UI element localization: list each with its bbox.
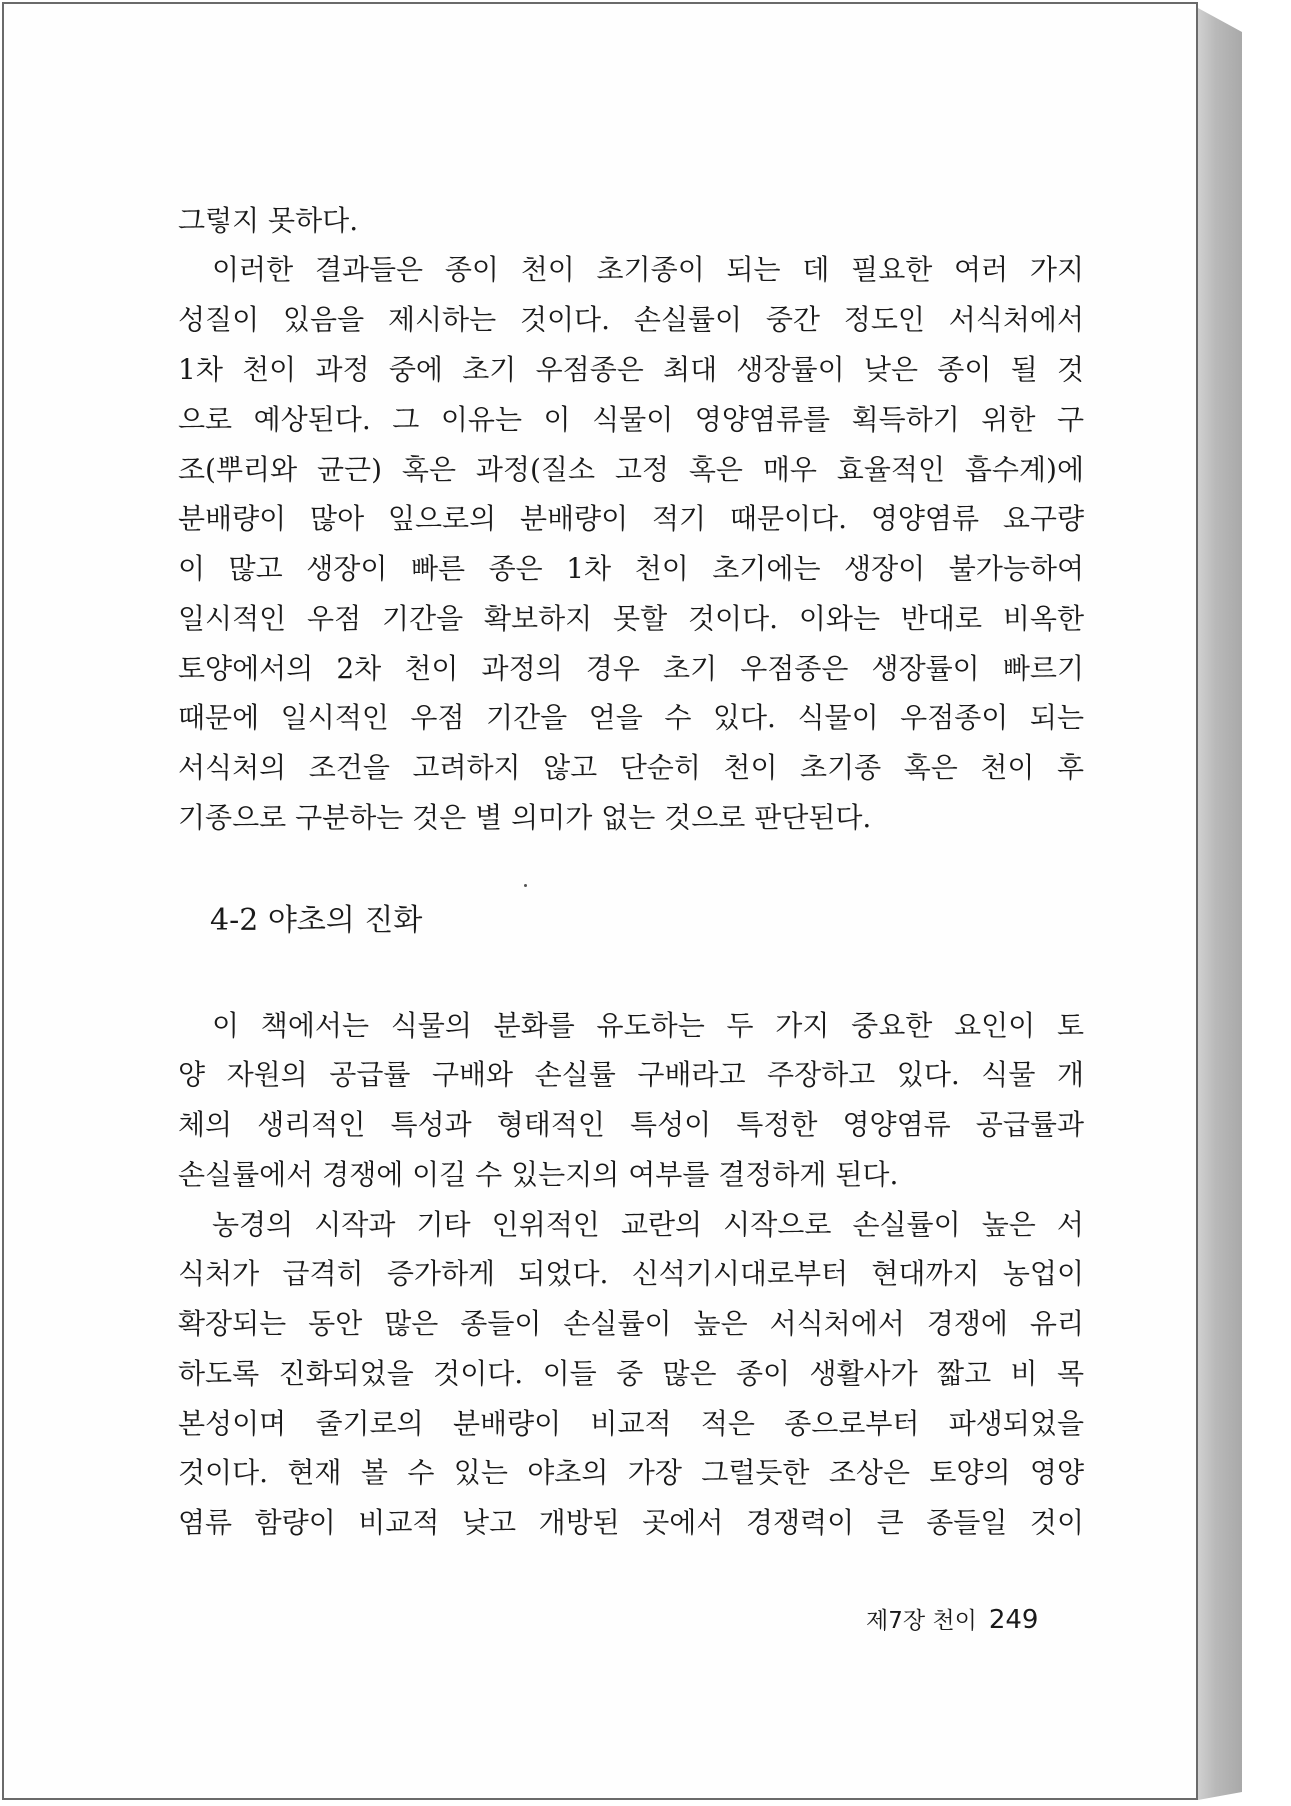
paragraph-line: 성질이 있음을 제시하는 것이다. 손실률이 중간 정도인 서식처에서 xyxy=(178,303,1084,336)
chapter-label: 제7장 천이 xyxy=(866,1608,977,1634)
paragraph-line: 토양에서의 2차 천이 과정의 경우 초기 우점종은 생장률이 빠르기 xyxy=(178,652,1084,685)
paragraph-line: 으로 예상된다. 그 이유는 이 식물이 영양염류를 획득하기 위한 구 xyxy=(178,403,1084,436)
section-heading xyxy=(210,901,422,941)
paragraph-line: 식처가 급격히 증가하게 되었다. 신석기시대로부터 현대까지 농업이 xyxy=(178,1257,1084,1290)
paragraph-line: 염류 함량이 비교적 낮고 개방된 곳에서 경쟁력이 큰 종들일 것이 xyxy=(178,1506,1084,1539)
paragraph-line: 이러한 결과들은 종이 천이 초기종이 되는 데 필요한 여러 가지 xyxy=(212,253,1084,286)
paragraph-line: 분배량이 많아 잎으로의 분배량이 적기 때문이다. 영양염류 요구량 xyxy=(178,502,1084,535)
book-page xyxy=(2,2,1198,1800)
paragraph-line: 확장되는 동안 많은 종들이 손실률이 높은 서식처에서 경쟁에 유리 xyxy=(178,1307,1084,1340)
paragraph-line: 기종으로 구분하는 것은 별 의미가 없는 것으로 판단된다. xyxy=(178,801,872,834)
page-stack-edge xyxy=(1198,8,1242,1800)
section-title: 야초의 진화 xyxy=(267,903,423,938)
paragraph-line: 서식처의 조건을 고려하지 않고 단순히 천이 초기종 혹은 천이 후 xyxy=(178,751,1084,784)
paragraph-line: 조(뿌리와 균근) 혹은 과정(질소 고정 혹은 매우 효율적인 흡수계)에 xyxy=(178,453,1084,486)
paragraph-line: 양 자원의 공급률 구배와 손실률 구배라고 주장하고 있다. 식물 개 xyxy=(178,1058,1084,1091)
paragraph-line: 이 책에서는 식물의 분화를 유도하는 두 가지 중요한 요인이 토 xyxy=(212,1009,1084,1042)
page-footer xyxy=(866,1602,1038,1639)
paragraph-line: 1차 천이 과정 중에 초기 우점종은 최대 생장률이 낮은 종이 될 것 xyxy=(178,353,1084,386)
paragraph-line: 일시적인 우점 기간을 확보하지 못할 것이다. 이와는 반대로 비옥한 xyxy=(178,602,1084,635)
stray-dot xyxy=(524,884,527,887)
paragraph-line: 때문에 일시적인 우점 기간을 얻을 수 있다. 식물이 우점종이 되는 xyxy=(178,701,1084,734)
paragraph-line: 체의 생리적인 특성과 형태적인 특성이 특정한 영양염류 공급률과 xyxy=(178,1108,1084,1141)
page-number: 249 xyxy=(988,1605,1039,1635)
section-number: 4-2 xyxy=(210,903,259,938)
paragraph-line: 농경의 시작과 기타 인위적인 교란의 시작으로 손실률이 높은 서 xyxy=(212,1208,1084,1241)
paragraph-line: 것이다. 현재 볼 수 있는 야초의 가장 그럴듯한 조상은 토양의 영양 xyxy=(178,1456,1084,1489)
paragraph-line: 하도록 진화되었을 것이다. 이들 중 많은 종이 생활사가 짧고 비 목 xyxy=(178,1357,1084,1390)
paragraph-line: 손실률에서 경쟁에 이길 수 있는지의 여부를 결정하게 된다. xyxy=(178,1158,899,1191)
paragraph-line: 그렇지 못하다. xyxy=(178,204,359,237)
paragraph-line: 본성이며 줄기로의 분배량이 비교적 적은 종으로부터 파생되었을 xyxy=(178,1407,1084,1440)
paragraph-line: 이 많고 생장이 빠른 종은 1차 천이 초기에는 생장이 불가능하여 xyxy=(178,552,1084,585)
